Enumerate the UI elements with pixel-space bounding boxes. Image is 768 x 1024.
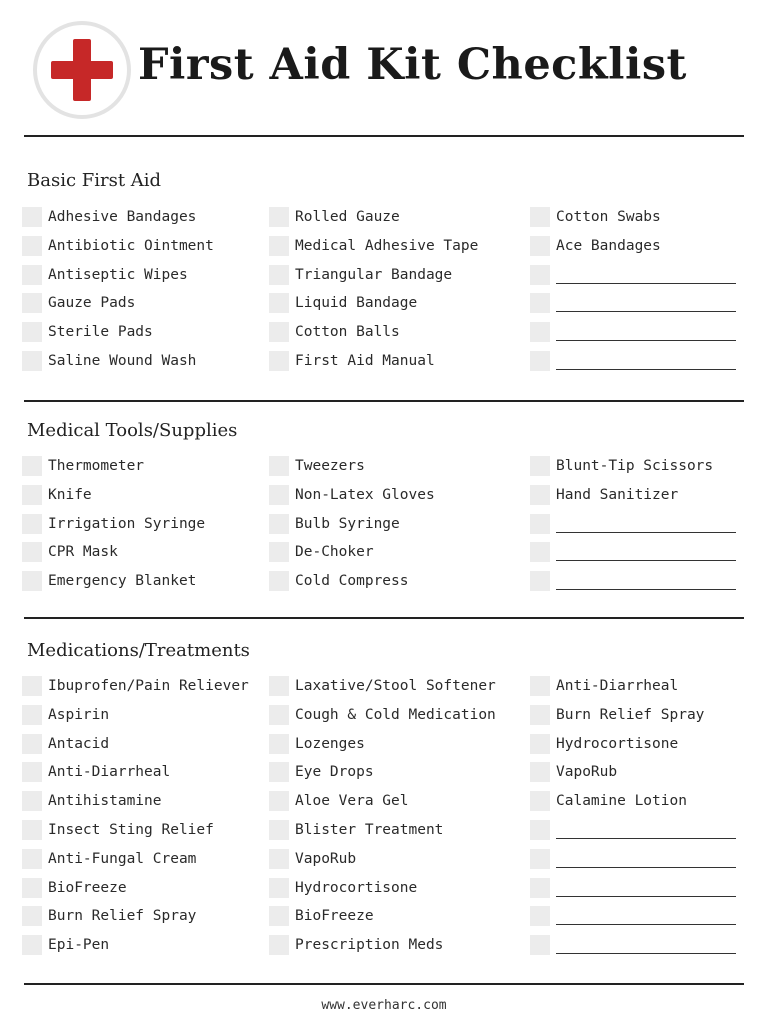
checklist-item[interactable] xyxy=(269,934,443,956)
checkbox[interactable] xyxy=(22,322,42,342)
checklist-item-label: Gauze Pads xyxy=(48,295,136,312)
checklist-item[interactable] xyxy=(269,819,443,841)
checkbox[interactable] xyxy=(530,734,550,754)
section-title-medications: Medications/Treatments xyxy=(27,640,250,661)
checkbox[interactable] xyxy=(530,676,550,696)
checklist-item-label: Thermometer xyxy=(48,458,145,474)
checkbox[interactable] xyxy=(530,236,550,256)
checklist-item-label: BioFreeze xyxy=(295,908,374,925)
checkbox[interactable] xyxy=(530,322,550,342)
checkbox[interactable] xyxy=(22,676,42,696)
checklist-item[interactable] xyxy=(269,292,417,314)
checkbox[interactable] xyxy=(530,906,550,926)
checkbox[interactable] xyxy=(269,456,289,476)
checklist-item-label: Hydrocortisone xyxy=(556,735,679,752)
checkbox[interactable] xyxy=(22,762,42,782)
checkbox[interactable] xyxy=(269,849,289,869)
checklist-item[interactable] xyxy=(22,819,214,841)
checklist-item[interactable] xyxy=(530,206,661,228)
checkbox[interactable] xyxy=(22,734,42,754)
checklist-item[interactable] xyxy=(22,761,170,783)
checklist-item[interactable] xyxy=(22,790,162,812)
checklist-item-label: Saline Wound Wash xyxy=(48,353,197,369)
checklist-item-label: Ace Bandages xyxy=(556,237,661,254)
checklist-item-label: Aspirin xyxy=(48,706,110,723)
checkbox[interactable] xyxy=(530,878,550,898)
checklist-item-label: Knife xyxy=(48,486,92,503)
checklist-item[interactable] xyxy=(530,541,736,563)
checklist-item-label: VapoRub xyxy=(556,764,618,781)
checkbox[interactable] xyxy=(269,514,289,534)
checklist-item-label: CPR Mask xyxy=(48,544,118,561)
checklist-item-label: Cold Compress xyxy=(295,573,409,590)
checkbox[interactable] xyxy=(269,762,289,782)
checkbox[interactable] xyxy=(530,935,550,955)
checkbox[interactable] xyxy=(269,906,289,926)
checklist-item[interactable] xyxy=(269,350,435,372)
checkbox[interactable] xyxy=(22,514,42,534)
checklist-item-label: Epi-Pen xyxy=(48,937,110,954)
blank-write-in-line[interactable] xyxy=(556,266,736,284)
checklist-item[interactable] xyxy=(530,513,736,535)
checklist-item[interactable] xyxy=(269,321,400,343)
checkbox[interactable] xyxy=(530,293,550,313)
checklist-item[interactable] xyxy=(530,848,736,870)
checklist-item-label: Eye Drops xyxy=(295,764,374,781)
checklist-item-label: Liquid Bandage xyxy=(295,295,418,312)
checklist-item-label: Bulb Syringe xyxy=(295,515,400,532)
checklist-item-label: Non-Latex Gloves xyxy=(295,486,435,503)
checklist-item[interactable] xyxy=(22,484,92,506)
blank-write-in-line[interactable] xyxy=(556,515,736,533)
checklist-item[interactable] xyxy=(530,235,661,257)
checklist-item[interactable] xyxy=(22,541,118,563)
checklist-item[interactable] xyxy=(530,877,736,899)
checklist-item[interactable] xyxy=(530,733,678,755)
checklist-item-label: First Aid Manual xyxy=(295,353,435,369)
checklist-item[interactable] xyxy=(22,235,214,257)
checkbox[interactable] xyxy=(269,293,289,313)
checkbox[interactable] xyxy=(22,571,42,591)
checklist-item-label: Burn Relief Spray xyxy=(48,908,197,925)
checklist-item[interactable] xyxy=(530,819,736,841)
checklist-item[interactable] xyxy=(530,704,704,726)
checklist-item[interactable] xyxy=(22,292,135,314)
section-title-medical-tools: Medical Tools/Supplies xyxy=(27,420,238,441)
checklist-item-label: Cotton Balls xyxy=(295,324,400,341)
checklist-item-label: Anti-Fungal Cream xyxy=(48,850,197,867)
checklist-item[interactable] xyxy=(269,704,496,726)
checklist-item[interactable] xyxy=(22,733,109,755)
checkbox[interactable] xyxy=(22,207,42,227)
checklist-item-label: Sterile Pads xyxy=(48,324,153,341)
divider-top xyxy=(24,135,744,137)
checklist-item[interactable] xyxy=(22,905,196,927)
checklist-item[interactable] xyxy=(22,848,196,870)
checklist-item[interactable] xyxy=(22,675,249,697)
checklist-item-label: Medical Adhesive Tape xyxy=(295,237,479,254)
checklist-item[interactable] xyxy=(269,733,365,755)
checkbox[interactable] xyxy=(269,265,289,285)
checklist-item[interactable] xyxy=(269,761,374,783)
checkbox[interactable] xyxy=(22,705,42,725)
checkbox[interactable] xyxy=(269,791,289,811)
blank-write-in-line[interactable] xyxy=(556,572,736,590)
checklist-item-label: Ibuprofen/Pain Reliever xyxy=(48,678,249,694)
checkbox[interactable] xyxy=(530,485,550,505)
checkbox[interactable] xyxy=(530,207,550,227)
checklist-item-label: Anti-Diarrheal xyxy=(48,764,171,781)
checklist-item-label: Antihistamine xyxy=(48,793,162,810)
checkbox[interactable] xyxy=(269,542,289,562)
footer-url: www.everharc.com xyxy=(321,998,447,1013)
checklist-item-label: Antacid xyxy=(48,735,110,752)
checkbox[interactable] xyxy=(22,849,42,869)
red-cross-icon xyxy=(33,21,131,119)
section-title-basic-first-aid: Basic First Aid xyxy=(27,170,162,191)
checklist-item-label: Triangular Bandage xyxy=(295,266,453,283)
checkbox[interactable] xyxy=(269,734,289,754)
checkbox[interactable] xyxy=(530,762,550,782)
checkbox[interactable] xyxy=(269,705,289,725)
checklist-item[interactable] xyxy=(269,905,374,927)
checklist-item[interactable] xyxy=(269,455,365,477)
checkbox[interactable] xyxy=(269,207,289,227)
checklist-item[interactable] xyxy=(530,675,678,697)
checkbox[interactable] xyxy=(530,542,550,562)
checklist-item-label: Blunt-Tip Scissors xyxy=(556,458,714,474)
checkbox[interactable] xyxy=(530,571,550,591)
checkbox[interactable] xyxy=(269,676,289,696)
checkbox[interactable] xyxy=(269,935,289,955)
checklist-item[interactable] xyxy=(22,350,196,372)
checklist-item[interactable] xyxy=(269,484,435,506)
checklist-item[interactable] xyxy=(22,455,144,477)
blank-write-in-line[interactable] xyxy=(556,352,736,370)
checkbox[interactable] xyxy=(22,265,42,285)
checklist-item[interactable] xyxy=(530,761,617,783)
checklist-item-label: Burn Relief Spray xyxy=(556,706,705,723)
checklist-item[interactable] xyxy=(269,206,400,228)
checklist-item-label: Cotton Swabs xyxy=(556,209,661,225)
checkbox[interactable] xyxy=(269,236,289,256)
checklist-item-label: Emergency Blanket xyxy=(48,573,197,590)
checklist-item[interactable] xyxy=(530,292,736,314)
blank-write-in-line[interactable] xyxy=(556,879,736,897)
blank-write-in-line[interactable] xyxy=(556,936,736,954)
blank-write-in-line[interactable] xyxy=(556,543,736,561)
checklist-item-label: VapoRub xyxy=(295,850,357,867)
checklist-item[interactable] xyxy=(530,570,736,592)
checklist-item-label: Tweezers xyxy=(295,458,365,474)
checklist-item[interactable] xyxy=(530,350,736,372)
divider-1 xyxy=(24,400,744,402)
checklist-item[interactable] xyxy=(22,934,109,956)
checkbox[interactable] xyxy=(530,820,550,840)
checkbox[interactable] xyxy=(22,485,42,505)
checkbox[interactable] xyxy=(530,791,550,811)
checklist-item-label: Hydrocortisone xyxy=(295,879,418,896)
checklist-item-label: Aloe Vera Gel xyxy=(295,793,409,810)
checklist-item-label: Irrigation Syringe xyxy=(48,515,206,532)
blank-write-in-line[interactable] xyxy=(556,294,736,312)
checkbox[interactable] xyxy=(22,906,42,926)
divider-bottom xyxy=(24,983,744,985)
checkbox[interactable] xyxy=(530,849,550,869)
checklist-item[interactable] xyxy=(22,513,205,535)
checklist-item[interactable] xyxy=(22,321,153,343)
checkbox[interactable] xyxy=(269,571,289,591)
checkbox[interactable] xyxy=(269,485,289,505)
blank-write-in-line[interactable] xyxy=(556,850,736,868)
checklist-item[interactable] xyxy=(269,790,409,812)
checklist-item-label: Prescription Meds xyxy=(295,937,444,954)
checklist-item[interactable] xyxy=(22,877,127,899)
checklist-item-label: Calamine Lotion xyxy=(556,793,687,810)
checkbox[interactable] xyxy=(269,878,289,898)
checklist-item-label: Hand Sanitizer xyxy=(556,486,679,503)
checklist-item[interactable] xyxy=(269,513,400,535)
header xyxy=(0,0,768,136)
checklist-item[interactable] xyxy=(269,235,478,257)
checklist-item-label: Anti-Diarrheal xyxy=(556,678,679,694)
checklist-item[interactable] xyxy=(22,264,188,286)
divider-2 xyxy=(24,617,744,619)
checkbox[interactable] xyxy=(530,514,550,534)
checklist-item-label: Insect Sting Relief xyxy=(48,822,214,838)
checklist-item-label: Rolled Gauze xyxy=(295,209,400,225)
checklist-item-label: Laxative/Stool Softener xyxy=(295,678,496,694)
checkbox[interactable] xyxy=(22,820,42,840)
checkbox[interactable] xyxy=(22,236,42,256)
blank-write-in-line[interactable] xyxy=(556,907,736,925)
checkbox[interactable] xyxy=(22,935,42,955)
checkbox[interactable] xyxy=(269,322,289,342)
checklist-item[interactable] xyxy=(269,570,409,592)
checklist-item[interactable] xyxy=(530,905,736,927)
checklist-item[interactable] xyxy=(530,321,736,343)
checklist-item[interactable] xyxy=(530,455,713,477)
checklist-item[interactable] xyxy=(530,790,687,812)
checklist-item-label: Lozenges xyxy=(295,735,365,752)
checklist-item-label: Antiseptic Wipes xyxy=(48,266,188,283)
checkbox[interactable] xyxy=(22,878,42,898)
checklist-item[interactable] xyxy=(269,541,374,563)
checklist-item[interactable] xyxy=(22,570,196,592)
checkbox[interactable] xyxy=(530,456,550,476)
checklist-item[interactable] xyxy=(22,206,196,228)
checkbox[interactable] xyxy=(22,791,42,811)
cross-horizontal-bar xyxy=(51,61,113,79)
checklist-item[interactable] xyxy=(269,675,496,697)
checkbox[interactable] xyxy=(269,820,289,840)
checklist-item-label: BioFreeze xyxy=(48,879,127,896)
page-title: First Aid Kit Checklist xyxy=(138,40,687,90)
checklist-item[interactable] xyxy=(269,848,356,870)
checkbox[interactable] xyxy=(22,351,42,371)
checkbox[interactable] xyxy=(22,456,42,476)
checklist-item-label: Blister Treatment xyxy=(295,822,444,838)
checklist-item[interactable] xyxy=(22,704,109,726)
checkbox[interactable] xyxy=(530,265,550,285)
checkbox[interactable] xyxy=(530,351,550,371)
checkbox[interactable] xyxy=(22,293,42,313)
blank-write-in-line[interactable] xyxy=(556,821,736,839)
checklist-item-label: Cough & Cold Medication xyxy=(295,706,496,723)
checklist-item-label: Antibiotic Ointment xyxy=(48,237,214,254)
checklist-item[interactable] xyxy=(269,264,452,286)
checklist-item[interactable] xyxy=(530,484,678,506)
checkbox[interactable] xyxy=(22,542,42,562)
checklist-item[interactable] xyxy=(269,877,417,899)
checklist-item-label: Adhesive Bandages xyxy=(48,209,197,225)
blank-write-in-line[interactable] xyxy=(556,323,736,341)
checklist-item[interactable] xyxy=(530,934,736,956)
checklist-item-label: De-Choker xyxy=(295,544,374,561)
checklist-item[interactable] xyxy=(530,264,736,286)
checkbox[interactable] xyxy=(530,705,550,725)
checkbox[interactable] xyxy=(269,351,289,371)
